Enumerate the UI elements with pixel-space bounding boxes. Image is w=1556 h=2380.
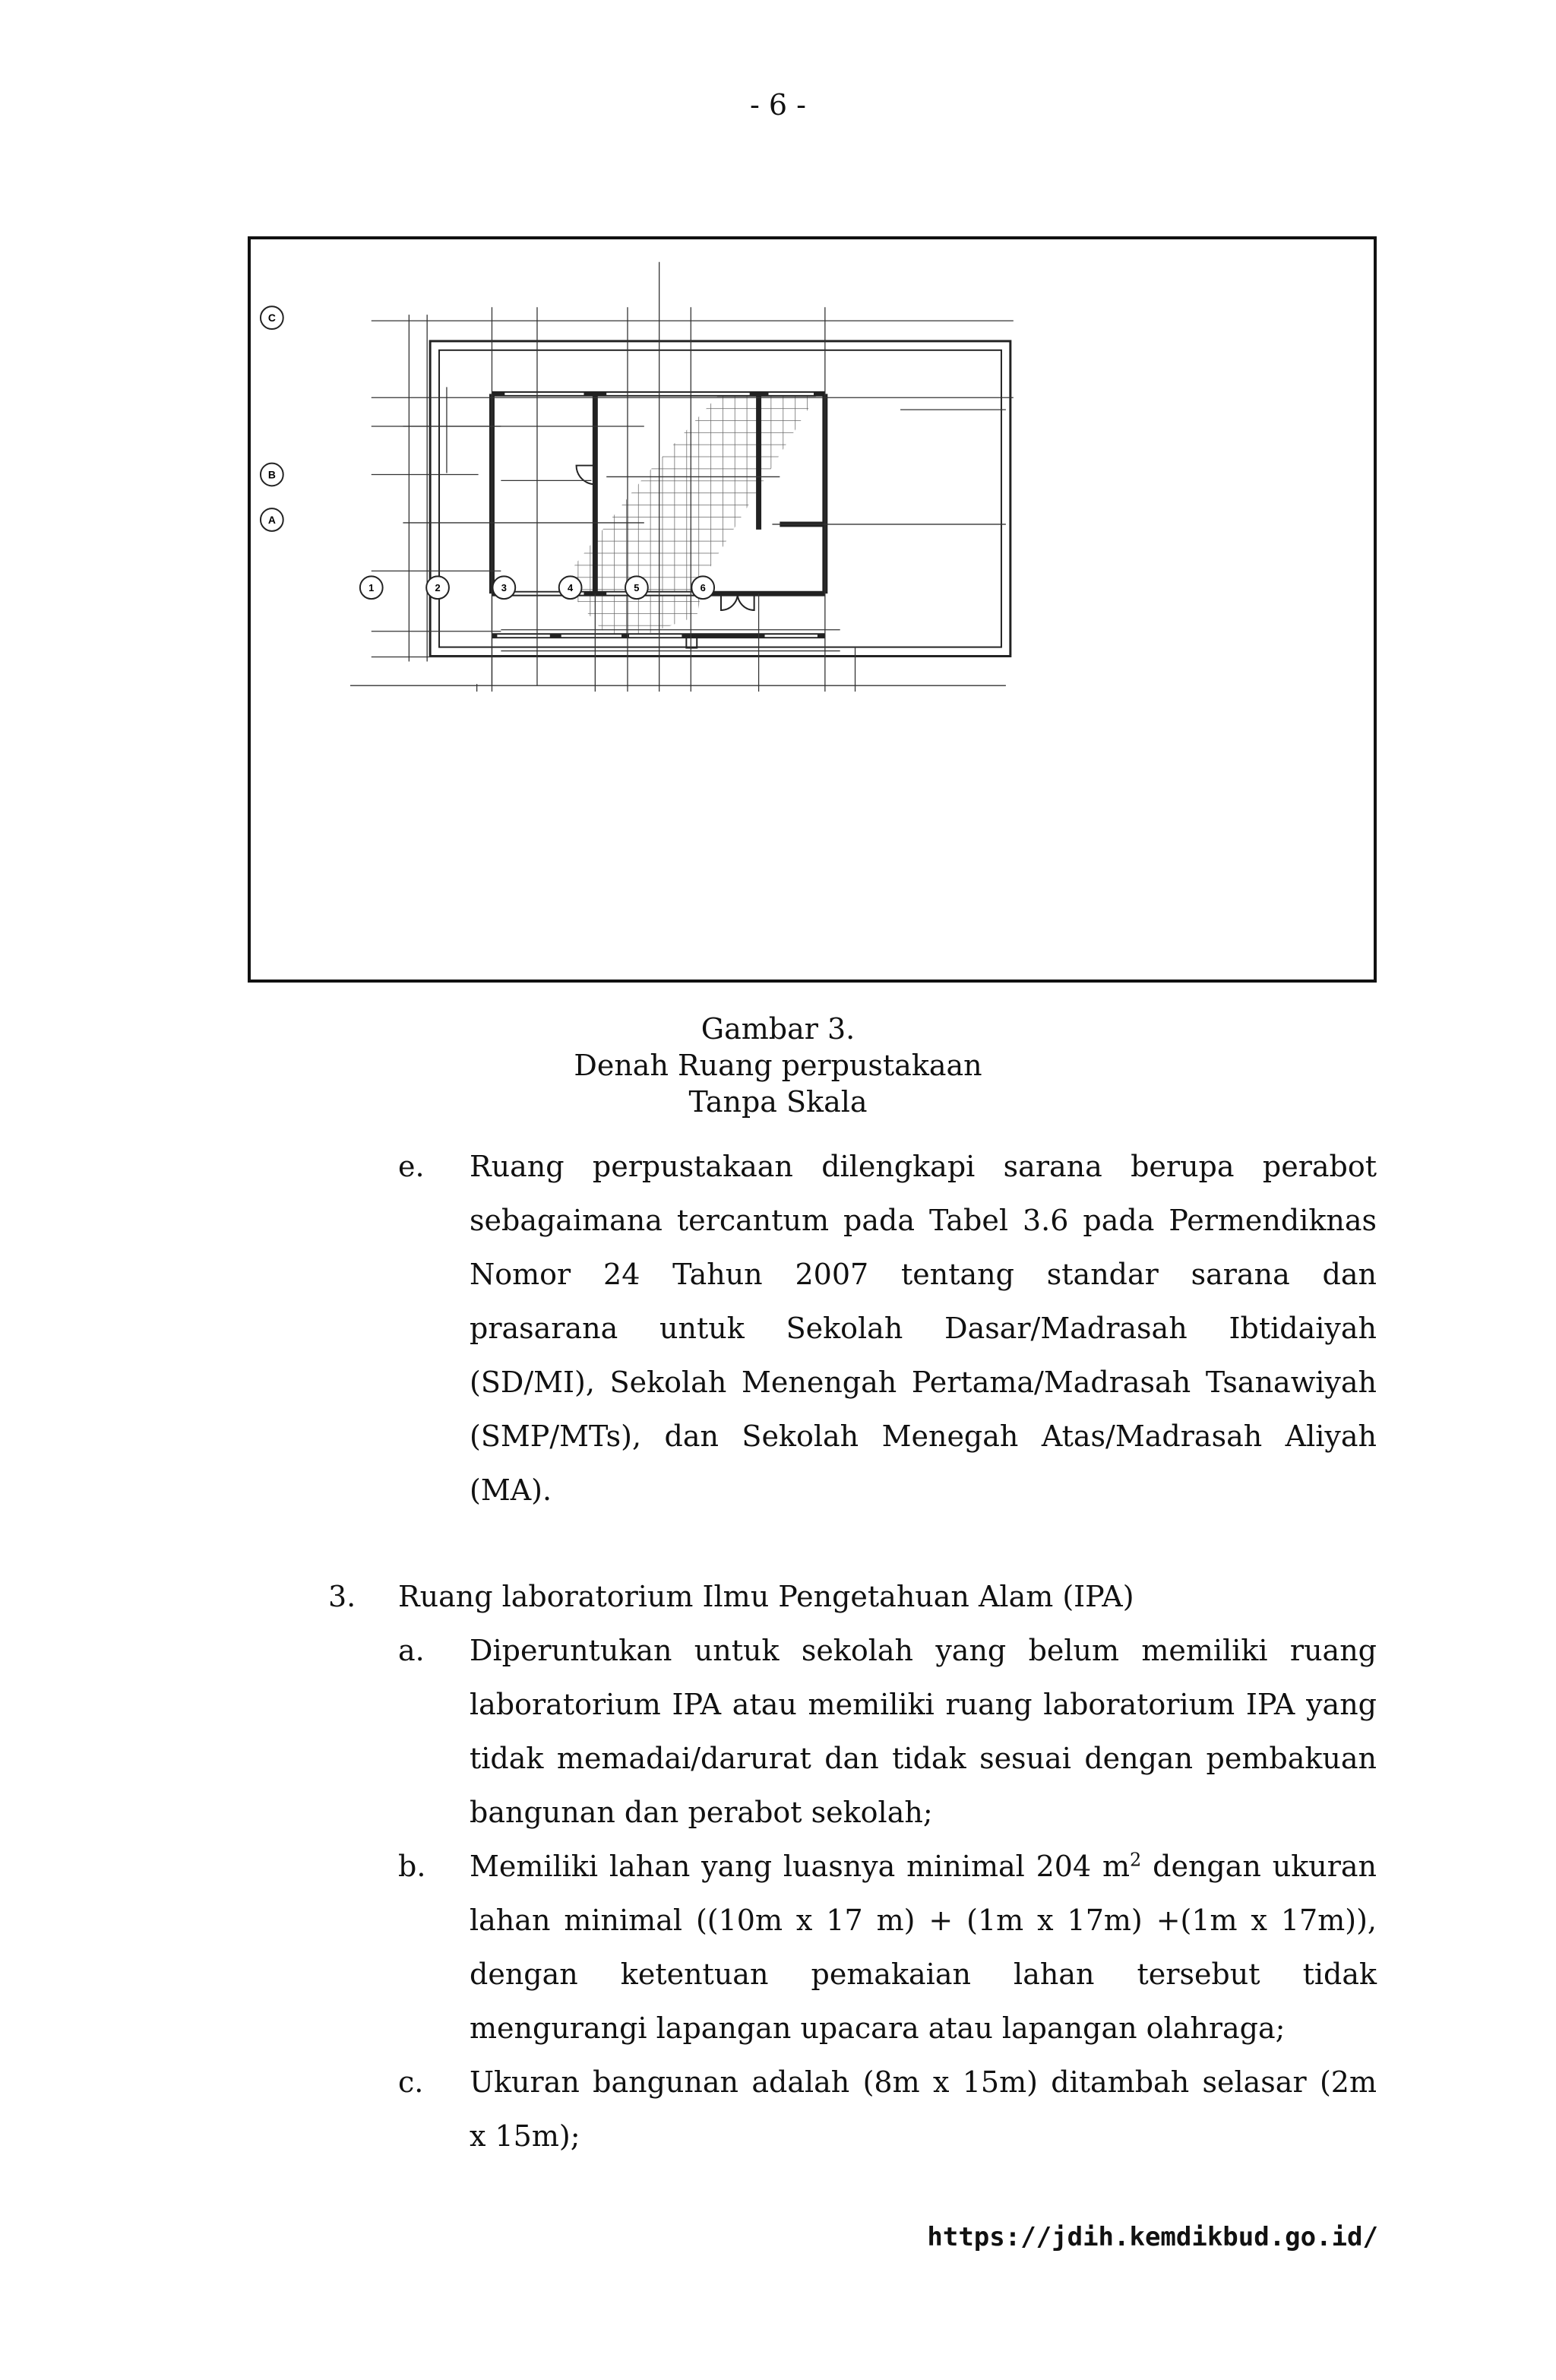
- item-c-text: Ukuran bangunan adalah (8m x 15m) ditambah selasar (2m x 15m);: [470, 2065, 1377, 2153]
- svg-text:C: C: [267, 312, 276, 324]
- figure-caption-title: Denah Ruang perpustakaan: [574, 1049, 982, 1082]
- item-a-label: a.: [398, 1634, 425, 1667]
- svg-text:2: 2: [435, 582, 441, 594]
- grid-marker-5: [625, 576, 648, 599]
- item-e-label: e.: [398, 1150, 425, 1183]
- grid-marker-C: [261, 306, 283, 329]
- item-b-text: Memiliki lahan yang luasnya minimal 204 $m^2$ dengan ukuran lahan minimal ((10m x 17 m) + (1m x 17m) +(1m x 17m)), dengan ketentuan pemakaian lahan tersebut tidak mengurangi lapangan upacara atau lapangan olahraga;: [470, 1849, 1377, 2045]
- floor-plan-drawing: [251, 239, 1374, 980]
- section-3-title: Ruang laboratorium Ilmu Pengetahuan Alam (IPA): [398, 1580, 1134, 1613]
- figure-caption-number: Gambar 3.: [701, 1012, 855, 1046]
- item-c-label: c.: [398, 2065, 424, 2099]
- svg-text:A: A: [267, 513, 276, 526]
- item-a-text: Diperuntukan untuk sekolah yang belum memiliki ruang laboratorium IPA atau memiliki ruang laboratorium IPA yang tidak memadai/darurat dan tidak sesuai dengan pembakuan bangunan dan perabot sekolah;: [470, 1634, 1377, 1829]
- figure-caption-scale: Tanpa Skala: [688, 1085, 868, 1119]
- svg-text:3: 3: [501, 582, 507, 594]
- svg-text:6: 6: [700, 582, 706, 594]
- grid-marker-1: [360, 576, 383, 599]
- reading-area-hatch: [561, 394, 818, 635]
- section-3-number: 3.: [328, 1580, 356, 1613]
- item-e-text: Ruang perpustakaan dilengkapi sarana berupa perabot sebagaimana tercantum pada Tabel 3.6 pada Permendiknas Nomor 24 Tahun 2007 tentang standar sarana dan prasarana untuk Sekolah Dasar/Madrasah Ibtidaiyah (SD/MI), Sekolah Menengah Pertama/Madrasah Tsanawiyah (SMP/MTs), dan Sekolah Menegah Atas/Madrasah Aliyah (MA).: [470, 1150, 1377, 1507]
- footer-url-link[interactable]: https://jdih.kemdikbud.go.id/: [927, 2222, 1378, 2252]
- svg-text:B: B: [267, 468, 276, 481]
- grid-lines: [350, 262, 1014, 692]
- grid-marker-B: [261, 464, 283, 486]
- floor-plan-figure: [248, 236, 1377, 983]
- grid-marker-3: [492, 576, 515, 599]
- grid-marker-6: [691, 576, 714, 599]
- page-number: - 6 -: [749, 88, 806, 122]
- grid-marker-2: [426, 576, 449, 599]
- svg-text:1: 1: [368, 582, 375, 594]
- grid-marker-4: [559, 576, 582, 599]
- svg-text:4: 4: [568, 582, 574, 594]
- item-b-label: b.: [398, 1850, 426, 1883]
- grid-marker-A: [261, 508, 283, 531]
- row-grid-markers: [261, 306, 283, 531]
- svg-text:5: 5: [634, 582, 640, 594]
